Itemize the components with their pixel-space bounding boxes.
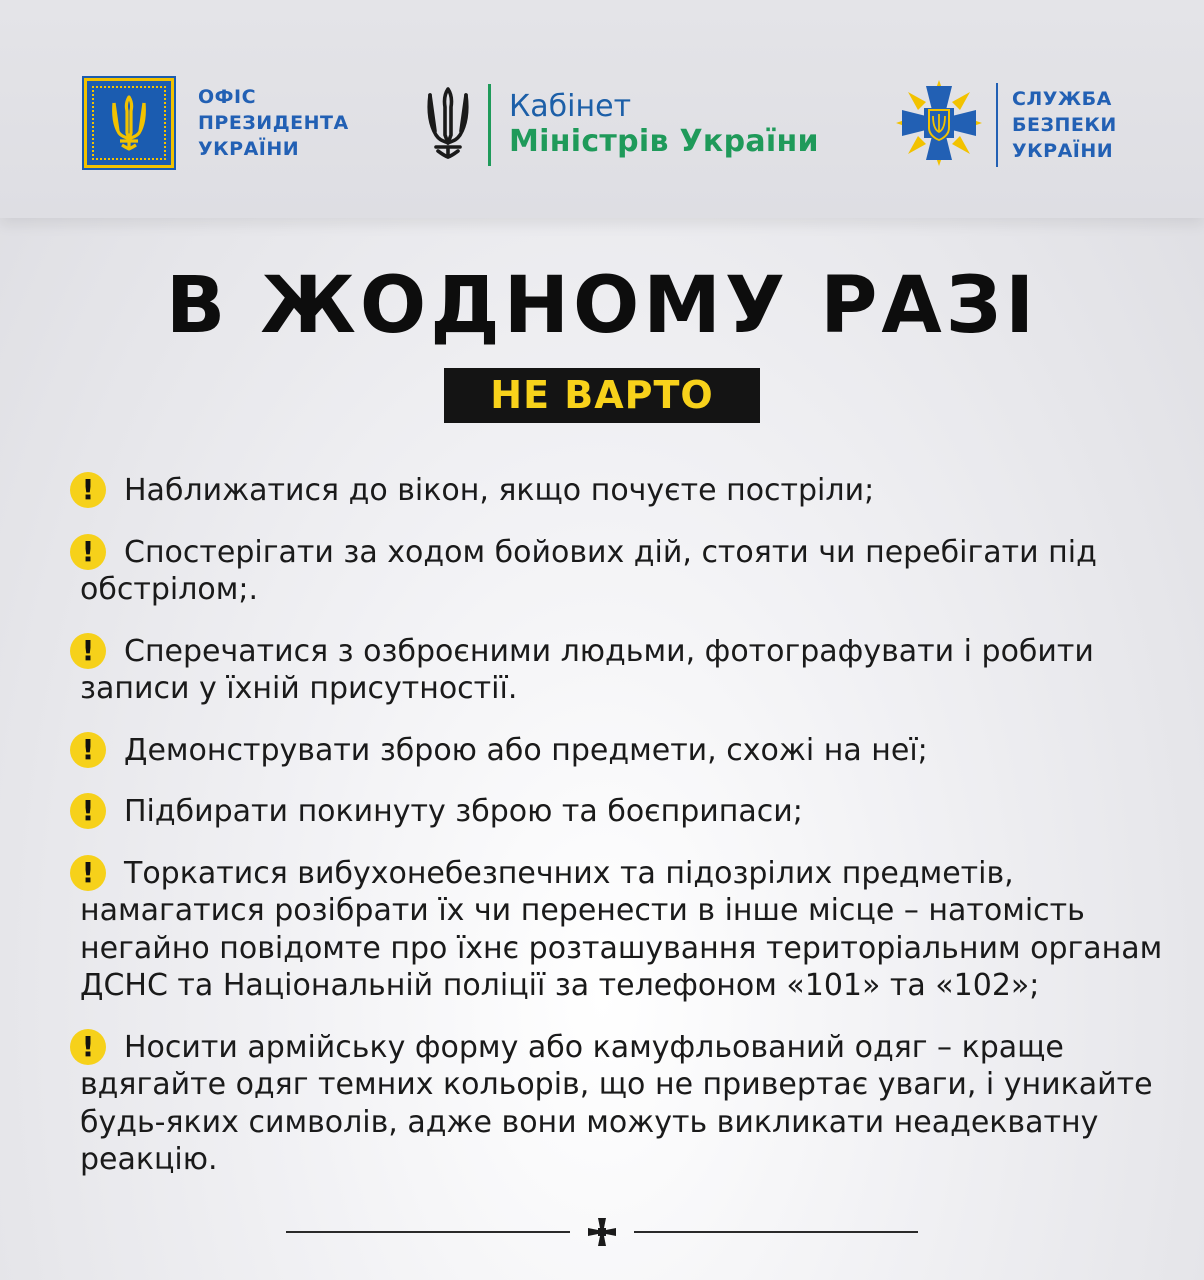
exclamation-icon: ! [70,732,106,768]
exclamation-icon: ! [70,793,106,829]
list-item [80,534,1170,609]
footer-divider-right [634,1231,918,1233]
trident-emblem-icon [84,78,174,168]
footer-divider-left [286,1231,570,1233]
list-item-text: Наближатися до вікон, якщо почуєте постріли; [124,473,875,508]
sbu-title-line2: БЕЗПЕКИ [1012,114,1117,136]
exclamation-icon: ! [70,855,106,891]
warning-list [80,472,1170,1179]
list-item [80,1029,1170,1179]
header-bar [0,0,1204,218]
sbu-cross-emblem-icon [896,80,982,170]
list-item [80,855,1170,1005]
exclamation-icon: ! [70,534,106,570]
list-item-text: Носити армійську форму або камуфльований одяг – краще вдягайте одяг темних кольорів, що не привертає уваги, і уникайте будь-яких символів, адже вони можуть викликати неадекватну реакцію. [80,1029,1153,1177]
trident-icon [424,85,472,165]
status-badge: НЕ ВАРТО [444,368,760,423]
op-logo [84,78,349,168]
exclamation-icon: ! [70,633,106,669]
list-item [80,472,1170,510]
list-item-text: Спостерігати за ходом бойових дій, стояти чи перебігати під обстрілом;. [80,534,1097,607]
exclamation-icon: ! [70,1029,106,1065]
list-item [80,793,1170,831]
sbu-title-line3: УКРАЇНИ [1012,140,1114,162]
list-item-text: Сперечатися з озброєними людьми, фотографувати і робити записи у їхній присутностії. [80,633,1094,706]
op-title-line1: ОФІС [198,86,257,108]
op-title-line2: ПРЕЗИДЕНТА [198,112,349,134]
list-item [80,633,1170,708]
km-title-line2: Міністрів України [509,124,819,159]
cross-emblem-icon [586,1216,618,1248]
list-item [80,732,1170,770]
km-title-line1: Кабінет [509,89,632,124]
sbu-divider [996,83,998,167]
sbu-title-line1: СЛУЖБА [1012,88,1112,110]
page-title: В ЖОДНОМУ РАЗІ [165,261,1039,351]
km-logo [424,84,819,166]
exclamation-icon: ! [70,472,106,508]
sbu-logo [896,80,1117,170]
op-title-line3: УКРАЇНИ [198,138,300,160]
km-divider [488,84,491,166]
list-item-text: Торкатися вибухонебезпечних та підозрілих предметів, намагатися розібрати їх чи перенести в інше місце – натомість негайно повідомте про їхнє розташування територіальним органам ДСНС та Національній поліції за телефоном «101» та «102»; [80,855,1163,1003]
list-item-text: Підбирати покинуту зброю та боєприпаси; [124,794,803,829]
list-item-text: Демонструвати зброю або предмети, схожі на неї; [124,732,928,768]
